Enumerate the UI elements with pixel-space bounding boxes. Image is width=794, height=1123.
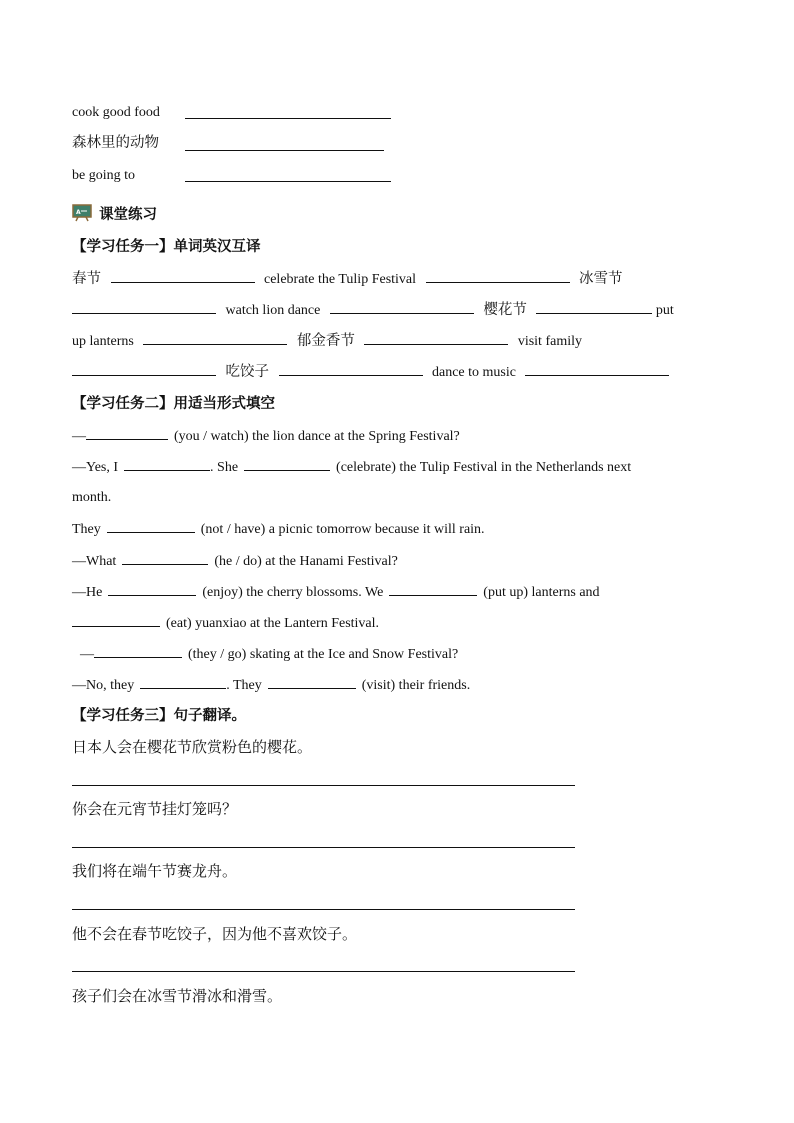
text: . They	[226, 678, 262, 693]
chalkboard-icon	[72, 204, 92, 220]
answer-blank[interactable]	[330, 301, 474, 314]
text: (put up) lanterns and	[483, 585, 600, 600]
task1-item: 冰雪节	[579, 271, 623, 287]
vocab-item	[72, 134, 159, 152]
text: —What	[72, 554, 117, 569]
answer-blank[interactable]	[279, 363, 423, 376]
text: (enjoy) the cherry blossoms. We	[202, 585, 384, 600]
task2-line	[80, 645, 458, 664]
answer-blank[interactable]	[364, 332, 508, 345]
vocab-blank[interactable]	[185, 118, 391, 119]
task1-row-2	[72, 301, 674, 320]
task2-line	[72, 458, 631, 477]
text: They	[72, 522, 101, 537]
text: (you / watch) the lion dance at the Spring Festival?	[174, 429, 460, 444]
answer-blank[interactable]	[72, 363, 216, 376]
task2-line	[72, 676, 470, 695]
text: (visit) their friends.	[361, 678, 471, 693]
translation-sentence: 孩子们会在冰雪节滑冰和滑雪。	[72, 987, 283, 1005]
text: —He	[72, 585, 103, 600]
answer-blank[interactable]	[107, 520, 195, 533]
translation-sentence: 我们将在端午节赛龙舟。	[72, 862, 238, 880]
task2-line	[72, 427, 460, 446]
text: —	[72, 429, 86, 444]
task1-title: 【学习任务一】单词英汉互译	[72, 239, 261, 255]
answer-blank[interactable]	[111, 270, 255, 283]
translation-sentence: 他不会在春节吃饺子，因为他不喜欢饺子。	[72, 925, 358, 943]
text: —No, they	[72, 678, 135, 693]
task2-line	[72, 520, 485, 539]
answer-blank[interactable]	[244, 458, 330, 471]
vocab-item	[72, 167, 135, 185]
vocab-item	[72, 104, 160, 122]
task1-item: watch lion dance	[225, 303, 321, 318]
task1-item: 樱花节	[483, 302, 527, 318]
answer-blank[interactable]	[124, 458, 210, 471]
answer-blank[interactable]	[389, 583, 477, 596]
task2-title: 【学习任务二】用适当形式填空	[72, 396, 275, 412]
text: (they / go) skating at the Ice and Snow Festival?	[188, 647, 459, 662]
task1-item: celebrate the Tulip Festival	[264, 272, 417, 287]
translation-sentence: 日本人会在樱花节欣赏粉色的樱花。	[72, 738, 313, 756]
task2-line	[72, 583, 600, 602]
answer-blank[interactable]	[122, 552, 208, 565]
task1-row-3	[72, 332, 582, 351]
section-header	[72, 204, 157, 224]
task1-item: up lanterns	[72, 334, 134, 349]
answer-blank[interactable]	[536, 301, 652, 314]
text: (celebrate) the Tulip Festival in the Netherlands next	[336, 460, 632, 475]
text: (he / do) at the Hanami Festival?	[214, 554, 398, 569]
text: (not / have) a picnic tomorrow because it will rain.	[200, 522, 485, 537]
translation-answer-line[interactable]	[72, 971, 575, 972]
answer-blank[interactable]	[140, 676, 226, 689]
answer-blank[interactable]	[72, 614, 160, 627]
translation-answer-line[interactable]	[72, 909, 575, 910]
answer-blank[interactable]	[94, 645, 182, 658]
translation-answer-line[interactable]	[72, 785, 575, 786]
translation-answer-line[interactable]	[72, 847, 575, 848]
answer-blank[interactable]	[143, 332, 287, 345]
task1-item: visit family	[517, 334, 582, 349]
translation-sentence: 你会在元宵节挂灯笼吗？	[72, 800, 238, 818]
text: —Yes, I	[72, 460, 119, 475]
answer-blank[interactable]	[268, 676, 356, 689]
answer-blank[interactable]	[72, 301, 216, 314]
text: . She	[210, 460, 239, 475]
text: (eat) yuanxiao at the Lantern Festival.	[166, 616, 380, 631]
task2-line	[72, 552, 398, 571]
task1-row-1	[72, 270, 623, 289]
vocab-text: be going to	[72, 168, 135, 183]
text: month.	[72, 490, 112, 505]
svg-text:A: A	[76, 209, 81, 216]
answer-blank[interactable]	[86, 427, 168, 440]
answer-blank[interactable]	[525, 363, 669, 376]
task2-line	[72, 489, 111, 507]
vocab-text: cook good food	[72, 105, 160, 120]
task1-item: dance to music	[432, 365, 516, 380]
vocab-text: 森林里的动物	[72, 135, 159, 151]
task1-row-4	[72, 363, 669, 382]
task1-item: 郁金香节	[296, 333, 355, 349]
vocab-blank[interactable]	[185, 150, 384, 151]
answer-blank[interactable]	[108, 583, 196, 596]
task1-item: put	[655, 303, 674, 318]
answer-blank[interactable]	[426, 270, 570, 283]
task2-line	[72, 614, 379, 633]
task3-title: 【学习任务三】句子翻译。	[72, 708, 246, 724]
task1-item: 春节	[72, 271, 101, 287]
vocab-blank[interactable]	[185, 181, 391, 182]
text: —	[80, 647, 94, 662]
section-title: 课堂练习	[99, 207, 158, 223]
task1-item: 吃饺子	[225, 364, 269, 380]
